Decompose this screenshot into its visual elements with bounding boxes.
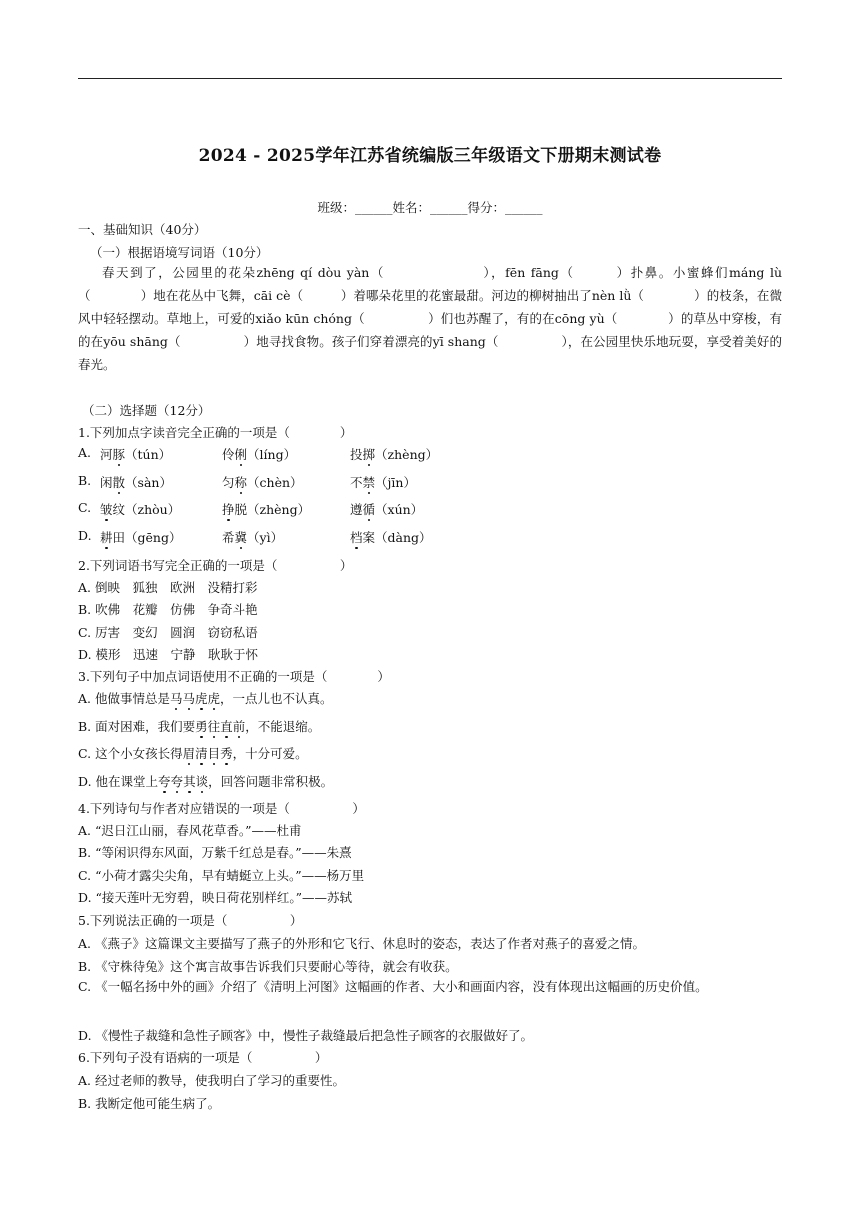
option-item	[100, 473, 172, 491]
option: D. 《慢性子裁缝和急性子顾客》中，慢性子裁缝最后把急性子顾客的衣服做好了。	[78, 1028, 534, 1043]
dotted-char: 勇	[195, 719, 208, 734]
option	[78, 772, 333, 790]
dotted-char: 谈	[195, 774, 209, 789]
item-text: 投	[350, 447, 363, 462]
dotted-char: 清	[195, 746, 208, 761]
item-pinyin: （chèn）	[247, 475, 303, 490]
fill-in-passage: 春天到了，公园里的花朵zhēng qí dòu yàn（ ），fēn fāng（ ）扑鼻。小蜜蜂们máng lù（ ）地在花丛中飞舞，cāi cè（ ）着哪朵花里的花蜜最甜。河边的柳树抽出了nèn lǜ（ ）的枝条，在微风中轻轻摆动。草地上，可爱的xiǎo kūn chóng（ ）们也苏醒了，有的在cōng yù（ ）的草丛中穿梭，有的在yōu shāng（ ）地寻找食物。孩子们穿着漂亮的yī shang（ ），在公园里快乐地玩耍，享受着美好的春光。	[78, 265, 782, 372]
question-stem: 3.下列句子中加点词语使用不正确的一项是（ ）	[78, 669, 390, 684]
dotted-char: 档	[350, 530, 363, 545]
item-pinyin: （líng）	[247, 447, 297, 462]
dotted-char: 挣	[222, 502, 235, 517]
item-text: 希	[222, 530, 235, 545]
option-text: A. 他做事情总是	[78, 691, 170, 706]
option-text: ，十分可爱。	[232, 746, 308, 761]
dotted-word	[183, 746, 233, 761]
question-stem: 2.下列词语书写完全正确的一项是（ ）	[78, 558, 353, 573]
option-label: D.	[78, 528, 92, 543]
dotted-char: 冀	[234, 530, 248, 545]
option-text: ，回答问题非常积极。	[208, 774, 334, 789]
option: C. 《一幅名扬中外的画》介绍了《清明上河图》这幅画的作者、大小和画面内容，没有体现出这幅画的历史价值。	[78, 979, 708, 994]
question-stem: 5.下列说法正确的一项是（ ）	[78, 913, 303, 928]
option-item	[350, 528, 432, 546]
dotted-char: 马	[169, 691, 183, 706]
option-text: B. 面对困难，我们要	[78, 719, 196, 734]
option	[78, 744, 308, 762]
dotted-char: 目	[207, 746, 221, 761]
option-item	[222, 528, 283, 546]
option-label: A.	[78, 445, 92, 460]
dotted-char: 秀	[220, 746, 233, 761]
dotted-word	[170, 691, 220, 706]
option: C. “小荷才露尖尖角，早有蜻蜓立上头。”——杨万里	[78, 868, 365, 883]
option: B. 《守株待兔》这个寓言故事告诉我们只要耐心等待，就会有收获。	[78, 959, 458, 974]
option-item	[350, 473, 416, 491]
page-title: 2024 - 2025学年江苏省统编版三年级语文下册期末测试卷	[198, 146, 662, 166]
item-text: 遵	[350, 502, 363, 517]
dotted-char: 禁	[362, 475, 376, 490]
part-heading: （二）选择题（12分）	[82, 403, 211, 418]
item-pinyin: （sàn）	[125, 475, 172, 490]
dotted-word	[195, 719, 245, 734]
item-pinyin: （jīn）	[375, 475, 416, 490]
option-label: C.	[78, 500, 92, 515]
option: B. 我断定他可能生病了。	[78, 1096, 221, 1111]
dotted-char: 其	[183, 774, 196, 789]
dotted-char: 马	[182, 691, 196, 706]
option-text: D. 他在课堂上	[78, 774, 159, 789]
header-rule	[78, 78, 782, 79]
item-pinyin: 纹（zhòu）	[112, 502, 181, 517]
option-label: B.	[78, 473, 92, 488]
dotted-char: 俐	[234, 447, 248, 462]
dotted-char: 往	[207, 719, 221, 734]
dotted-char: 夸	[170, 774, 184, 789]
option: A. 《燕子》这篇课文主要描写了燕子的外形和它飞行、休息时的姿态，表达了作者对燕子的喜爱之情。	[78, 936, 645, 951]
option-item	[100, 445, 171, 463]
item-pinyin: （zhèng）	[375, 447, 439, 462]
dotted-char: 直	[220, 719, 233, 734]
item-text: 匀	[222, 475, 235, 490]
student-info-line: 班级：______姓名：______得分：______	[317, 200, 543, 215]
dotted-char: 循	[362, 502, 376, 517]
option	[78, 689, 333, 707]
item-text: 闲	[100, 475, 113, 490]
dotted-char: 眉	[182, 746, 196, 761]
item-text: 不	[350, 475, 363, 490]
dotted-word	[158, 774, 208, 789]
option-item	[222, 500, 310, 518]
option: A. 经过老师的教导，使我明白了学习的重要性。	[78, 1073, 345, 1088]
item-pinyin: 田（gēng）	[112, 530, 182, 545]
dotted-char: 虎	[195, 691, 208, 706]
option: B. 吹佛 花瓣 仿佛 争奇斗艳	[78, 602, 258, 617]
option-text: ，一点儿也不认真。	[220, 691, 333, 706]
option	[78, 717, 320, 735]
option-item	[222, 473, 303, 491]
dotted-char: 豚	[112, 447, 126, 462]
option: D. “接天莲叶无穷碧，映日荷花别样红。”——苏轼	[78, 890, 353, 905]
option: B. “等闲识得东风面，万紫千红总是春。”——朱熹	[78, 845, 352, 860]
part-heading: （一）根据语境写词语（10分）	[90, 245, 269, 260]
item-pinyin: （yì）	[247, 530, 284, 545]
question-stem: 6.下列句子没有语病的一项是（ ）	[78, 1050, 328, 1065]
option-item	[222, 445, 296, 463]
option: C. 厉害 变幻 圆润 窃窃私语	[78, 625, 258, 640]
dotted-char: 虎	[207, 691, 221, 706]
dotted-char: 前	[232, 719, 246, 734]
item-text: 伶	[222, 447, 235, 462]
item-pinyin: （xún）	[375, 502, 424, 517]
option: D. 模形 迅速 宁静 耿耿于怀	[78, 647, 259, 662]
option: A. “迟日江山丽，春风花草香。”——杜甫	[78, 823, 302, 838]
option-text: C. 这个小女孩长得	[78, 746, 183, 761]
option-item	[350, 445, 438, 463]
dotted-char: 夸	[158, 774, 171, 789]
dotted-char: 皱	[100, 502, 113, 517]
question-stem: 4.下列诗句与作者对应错误的一项是（ ）	[78, 801, 365, 816]
dotted-char: 掷	[362, 447, 376, 462]
item-pinyin: 案（dàng）	[362, 530, 432, 545]
option-text: ，不能退缩。	[245, 719, 321, 734]
item-pinyin: （tún）	[125, 447, 172, 462]
item-pinyin: 脱（zhèng）	[234, 502, 311, 517]
option-item	[100, 500, 180, 518]
section-heading: 一、基础知识（40分）	[78, 222, 207, 237]
item-text: 河	[100, 447, 113, 462]
option-item	[350, 500, 423, 518]
dotted-char: 称	[234, 475, 248, 490]
option: A. 倒映 狐独 欧洲 没精打彩	[78, 580, 258, 595]
option-item	[100, 528, 181, 546]
dotted-char: 散	[112, 475, 126, 490]
dotted-char: 耕	[100, 530, 113, 545]
question-stem: 1.下列加点字读音完全正确的一项是（ ）	[78, 425, 353, 440]
